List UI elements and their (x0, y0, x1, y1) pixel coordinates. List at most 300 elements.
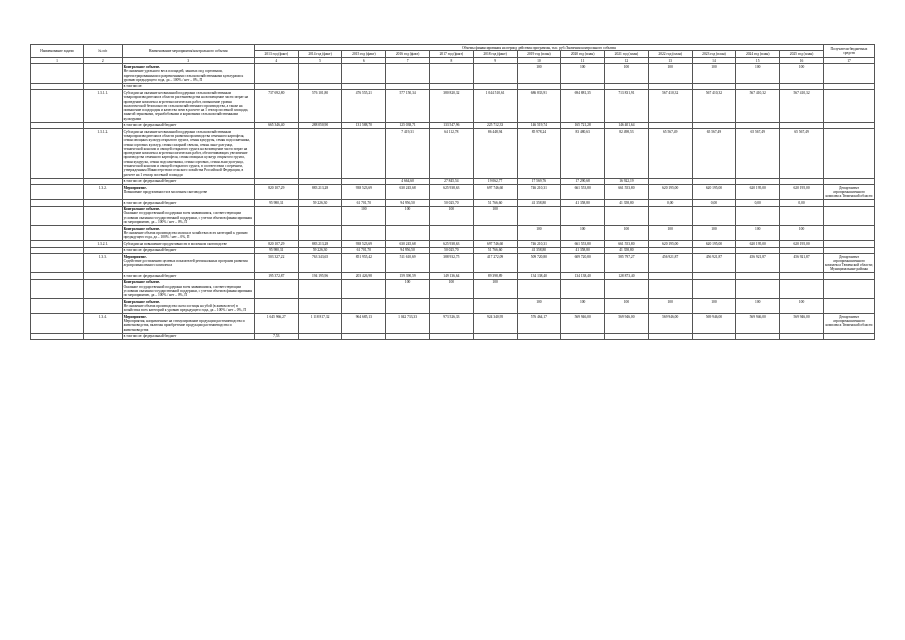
value-cell: 41 358,80 (561, 247, 605, 253)
value-cell: 16 922,19 (605, 178, 649, 184)
value-cell: 746 210,31 (517, 241, 561, 247)
value-cell: 100 (429, 279, 473, 298)
value-cell (473, 299, 517, 314)
column-number: 16 (780, 57, 824, 63)
task-cell (31, 314, 84, 333)
header-year: 2022 год (план) (648, 51, 692, 57)
event-text: в том числе: федеральный бюджет (122, 200, 254, 206)
column-number: 4 (254, 57, 298, 63)
event-text: Мероприятие. Мероприятия, направленные на стимулирование продукции растениеводства и животноводства, включая приобретение продукции растениеводства и животноводства (122, 314, 254, 333)
value-cell: 94 956,50 (386, 200, 430, 206)
value-cell: 100 (605, 299, 649, 314)
value-cell: 569 946,00 (605, 314, 649, 333)
value-cell (254, 279, 298, 298)
task-cell (31, 225, 84, 240)
value-cell: 17 569,76 (517, 178, 561, 184)
value-cell: 41 358,80 (605, 247, 649, 253)
value-cell: 149 136,64 (429, 273, 473, 279)
value-cell: 61 701,70 (342, 200, 386, 206)
value-cell (736, 333, 780, 339)
value-cell: 100 (780, 64, 824, 83)
value-cell: 456 921,87 (692, 253, 736, 272)
value-cell: 195 372,87 (254, 273, 298, 279)
value-cell (736, 279, 780, 298)
table-row (31, 206, 875, 225)
value-cell: 620 195,00 (780, 241, 824, 247)
row-number (83, 225, 122, 240)
row-number: 1.3.3. (83, 253, 122, 272)
header-task: Наименование задачи (31, 45, 84, 58)
value-cell: 41 358,80 (605, 200, 649, 206)
value-cell (517, 206, 561, 225)
value-cell (298, 225, 342, 240)
value-cell (429, 299, 473, 314)
value-cell (342, 279, 386, 298)
recipient-cell (824, 129, 875, 178)
value-cell: 569 946,00 (561, 314, 605, 333)
value-cell: 50 025,70 (429, 247, 473, 253)
value-cell (298, 333, 342, 339)
column-number: 13 (648, 57, 692, 63)
value-cell: 567 410,32 (692, 90, 736, 122)
task-cell (31, 64, 84, 83)
column-number: 15 (736, 57, 780, 63)
value-cell: 625 938,63 (429, 185, 473, 200)
value-cell (561, 206, 605, 225)
value-cell: 686 833,91 (517, 90, 561, 122)
value-cell (473, 225, 517, 240)
value-cell (517, 279, 561, 298)
table-row (31, 299, 875, 314)
value-cell: 225 712,33 (473, 122, 517, 128)
header-year: 2016 год (факт) (386, 51, 430, 57)
value-cell: 134 138,40 (517, 273, 561, 279)
value-cell: 100 (692, 299, 736, 314)
value-cell (605, 206, 649, 225)
value-cell: 851 955,42 (342, 253, 386, 272)
value-cell: 0,00 (692, 200, 736, 206)
value-cell: 100 (429, 206, 473, 225)
value-cell: 41 358,80 (517, 200, 561, 206)
header-year: 2018 год (факт) (473, 51, 517, 57)
column-number: 11 (561, 57, 605, 63)
value-cell: 17 290,68 (561, 178, 605, 184)
value-cell: 100 (736, 299, 780, 314)
value-cell: 100 (473, 206, 517, 225)
task-cell (31, 279, 84, 298)
recipient-cell: Департамент агропромышленного комплекса Тюменской области; Муниципальные районы (825, 254, 873, 272)
header-event: Наименование мероприятия/контрольного события (122, 45, 254, 58)
value-cell: 585 797,27 (605, 253, 649, 272)
value-cell: 476 555,21 (342, 90, 386, 122)
event-text: Контрольное событие. Оказание государственной поддержки всем заявившимся, соответствующим условиям оказания государственной поддержки, с учетом объемов финансирования по мероприятию, да – 100% / нет – 0%, П (122, 206, 254, 225)
value-cell: 133 547,96 (429, 122, 473, 128)
value-cell: 569 946,00 (780, 314, 824, 333)
value-cell: 64 112,78 (429, 129, 473, 178)
value-cell: 65 567,49 (648, 129, 692, 178)
value-cell: 100 (648, 299, 692, 314)
value-cell: 456 921,87 (736, 253, 780, 272)
value-cell: 194 195,96 (298, 273, 342, 279)
table-row (31, 314, 875, 333)
value-cell: 203 426,98 (342, 273, 386, 279)
row-number (83, 206, 122, 225)
value-cell: 509 720,80 (517, 253, 561, 272)
value-cell (342, 333, 386, 339)
value-cell: 1 044 510,61 (473, 90, 517, 122)
table-row (31, 185, 875, 200)
value-cell: 661 553,80 (605, 185, 649, 200)
value-cell: 820 107,29 (254, 185, 298, 200)
table-body (31, 64, 875, 340)
value-cell: 569 946,00 (648, 314, 692, 333)
value-cell (298, 129, 342, 178)
value-cell: 746 210,31 (517, 185, 561, 200)
value-cell: 577 150,34 (386, 90, 430, 122)
value-cell: 964 685,13 (342, 314, 386, 333)
value-cell: 620 195,00 (780, 185, 824, 200)
value-cell: 94 956,50 (386, 247, 430, 253)
value-cell (254, 299, 298, 314)
table-row (31, 64, 875, 83)
table-row (31, 129, 875, 178)
value-cell: 620 195,00 (692, 241, 736, 247)
value-cell: 95 980,31 (254, 200, 298, 206)
event-text: в том числе: федеральный бюджет (122, 273, 254, 279)
column-number: 5 (298, 57, 342, 63)
value-cell: 65 567,49 (780, 129, 824, 178)
value-cell: 456 921,87 (648, 253, 692, 272)
value-cell: 661 553,80 (561, 185, 605, 200)
value-cell (386, 64, 430, 83)
value-cell: 19 062,77 (473, 178, 517, 184)
value-cell: 89 398,89 (473, 273, 517, 279)
value-cell: 713 831,91 (605, 90, 649, 122)
value-cell: 569 946,00 (692, 314, 736, 333)
task-cell (31, 129, 84, 178)
event-text: в том числе: федеральный бюджет (122, 333, 254, 339)
task-cell (31, 206, 84, 225)
value-cell: 973 526,33 (429, 314, 473, 333)
value-cell: 694 881,35 (561, 90, 605, 122)
value-cell (342, 299, 386, 314)
column-number: 3 (122, 57, 254, 63)
value-cell: 620 195,00 (648, 241, 692, 247)
row-number (83, 64, 122, 83)
document-sheet (30, 44, 875, 340)
table-row (31, 253, 875, 272)
event-text: Контрольное событие. Оказание государственной поддержки всем заявившимся, соответствующим условиям оказания государственной поддержки, с учетом объемов финансирования по мероприятию, да – 100% / нет – 0%, П (122, 279, 254, 298)
task-cell (31, 185, 84, 200)
recipient-cell (824, 279, 875, 298)
row-number: 1.3.2.1. (83, 241, 122, 247)
value-cell: 125 038,71 (386, 122, 430, 128)
column-number: 12 (605, 57, 649, 63)
value-cell: 51 766,60 (473, 200, 517, 206)
event-text: Контрольное событие. Не снижение объема производства молока в хозяйствах всех категорий к уровню предыдущего года, да – 100% / нет – 0%, П (122, 225, 254, 240)
value-cell (386, 225, 430, 240)
value-cell: 83 480,63 (561, 129, 605, 178)
event-text: Мероприятие. Повышение продуктивности в молочном скотоводстве (122, 185, 254, 200)
recipient-cell (824, 64, 875, 83)
value-cell (386, 333, 430, 339)
row-number (83, 279, 122, 298)
value-cell: 128 873,40 (605, 273, 649, 279)
value-cell: 100 (648, 64, 692, 83)
value-cell: 100 (692, 64, 736, 83)
value-cell: 100 (517, 64, 561, 83)
column-number: 6 (342, 57, 386, 63)
table-row (31, 279, 875, 298)
value-cell (692, 333, 736, 339)
column-number: 8 (429, 57, 473, 63)
value-cell: 100 (386, 206, 430, 225)
event-text: в том числе: федеральный бюджет (122, 122, 254, 128)
value-cell: 625 938,63 (429, 241, 473, 247)
header-year: 2025 год (план) (780, 51, 824, 57)
value-cell (298, 64, 342, 83)
value-cell (429, 64, 473, 83)
recipient-cell (824, 90, 875, 122)
header-year: 2013 год (факт) (254, 51, 298, 57)
row-number: 1.3.1.1. (83, 90, 122, 122)
value-cell: 100 (517, 299, 561, 314)
column-number: 7 (386, 57, 430, 63)
row-number (83, 299, 122, 314)
row-number: 1.3.1.2. (83, 129, 122, 178)
value-cell (342, 225, 386, 240)
value-cell: 883 213,28 (298, 241, 342, 247)
value-cell: 100 (561, 64, 605, 83)
value-cell: 41 358,80 (517, 247, 561, 253)
value-cell: 388 932,75 (429, 253, 473, 272)
recipient-cell (824, 225, 875, 240)
value-cell: 0,00 (736, 200, 780, 206)
value-cell: 100 (780, 299, 824, 314)
value-cell: 100 (561, 299, 605, 314)
value-cell: 503 327,22 (254, 253, 298, 272)
value-cell (780, 206, 824, 225)
value-cell: 59 226,30 (298, 247, 342, 253)
value-cell: 567 410,32 (648, 90, 692, 122)
value-cell: 380 820,32 (429, 90, 473, 122)
recipient-cell (824, 206, 875, 225)
header-year: 2014 год (факт) (298, 51, 342, 57)
value-cell: 86 448,94 (473, 129, 517, 178)
value-cell: 65 567,49 (692, 129, 736, 178)
value-cell (517, 333, 561, 339)
column-number: 9 (473, 57, 517, 63)
value-cell (386, 299, 430, 314)
value-cell: 27 845,54 (429, 178, 473, 184)
header-recipients: Получатели бюджетных средств (824, 45, 875, 58)
header-funding-group: Объемы финансирования на период действия программы, тыс. руб./Значения контрольного события (254, 45, 823, 51)
value-cell (561, 279, 605, 298)
value-cell: 100 (780, 225, 824, 240)
value-cell (561, 333, 605, 339)
value-cell (342, 129, 386, 178)
value-cell: 100 (473, 279, 517, 298)
value-cell: 1 645 966,27 (254, 314, 298, 333)
header-year: 2015 год (факт) (342, 51, 386, 57)
value-cell: 697 746,60 (473, 241, 517, 247)
task-cell (31, 90, 84, 122)
column-number: 17 (824, 57, 875, 63)
value-cell: 59 226,30 (298, 200, 342, 206)
value-cell: 100 (692, 225, 736, 240)
value-cell (473, 333, 517, 339)
value-cell (780, 279, 824, 298)
value-cell (473, 64, 517, 83)
table-row (31, 225, 875, 240)
value-cell: 620 195,00 (648, 185, 692, 200)
task-cell (31, 333, 84, 339)
value-cell: 697 746,60 (473, 185, 517, 200)
value-cell: 85 978,24 (517, 129, 561, 178)
value-cell: 146 519,74 (517, 122, 561, 128)
column-number: 14 (692, 57, 736, 63)
header-number: № п/п (83, 45, 122, 58)
value-cell: 165 721,28 (561, 122, 605, 128)
value-cell: 4 664,60 (386, 178, 430, 184)
value-cell: 737 692,80 (254, 90, 298, 122)
value-cell (254, 225, 298, 240)
column-number: 10 (517, 57, 561, 63)
table-row (31, 333, 875, 339)
value-cell: 630 245,68 (386, 241, 430, 247)
header-year: 2023 год (план) (692, 51, 736, 57)
value-cell: 7 419,31 (386, 129, 430, 178)
value-cell: 100 (736, 64, 780, 83)
value-cell (648, 279, 692, 298)
header-year: 2021 год (план) (605, 51, 649, 57)
column-number: 1 (31, 57, 84, 63)
value-cell (648, 333, 692, 339)
program-table (30, 44, 875, 340)
event-text: Субсидии на повышение продуктивности в молочном скотоводстве (122, 241, 254, 247)
event-text: Субсидии на оказание несвязанной поддержки сельскохозяйственным товаропроизводителям в области растениеводства на возмещение части затрат на проведение комплекса агротехнологических работ, повышение уровня экологической безопасности сельскохозяйственного производства, а также на повышение плодородия и качества почв в расчете на 1 гектар посевной площади, занятой зерновыми, зернобобовыми и кормовыми сельскохозяйственными культурами (122, 90, 254, 122)
value-cell (692, 279, 736, 298)
value-cell: 661 553,80 (605, 241, 649, 247)
recipient-cell: Департамент агропромышленного комплекса Тюменской области (824, 185, 875, 200)
event-text: в том числе: федеральный бюджет (122, 247, 254, 253)
event-text: в том числе: федеральный бюджет (122, 178, 254, 184)
value-cell (736, 206, 780, 225)
header-year: 2017 год (факт) (429, 51, 473, 57)
value-cell: 288 050,90 (298, 122, 342, 128)
table-row (31, 90, 875, 122)
row-number (83, 333, 122, 339)
value-cell: 620 195,00 (692, 185, 736, 200)
value-cell: 61 701,70 (342, 247, 386, 253)
value-cell (342, 64, 386, 83)
column-number: 2 (83, 57, 122, 63)
value-cell: 95 980,31 (254, 247, 298, 253)
value-cell: 938 523,69 (342, 241, 386, 247)
value-cell (254, 129, 298, 178)
value-cell: 630 245,68 (386, 185, 430, 200)
value-cell: 134 138,40 (561, 273, 605, 279)
value-cell: 661 553,80 (561, 241, 605, 247)
row-number: 1.3.4. (83, 314, 122, 333)
value-cell: 7,53 (254, 333, 298, 339)
value-cell: 567 410,32 (780, 90, 824, 122)
value-cell: 883 213,28 (298, 185, 342, 200)
value-cell (429, 333, 473, 339)
value-cell: 569 946,00 (736, 314, 780, 333)
recipient-cell: Департамент агропромышленного комплекса Тюменской области (824, 314, 875, 333)
value-cell (692, 206, 736, 225)
value-cell: 763 343,65 (298, 253, 342, 272)
recipient-cell (824, 333, 875, 339)
value-cell: 100 (386, 279, 430, 298)
value-cell: 100 (648, 225, 692, 240)
value-cell: 609 720,80 (561, 253, 605, 272)
value-cell: 576 101,80 (298, 90, 342, 122)
value-cell (780, 333, 824, 339)
recipient-cell (824, 299, 875, 314)
task-cell (31, 253, 84, 272)
value-cell: 100 (342, 206, 386, 225)
value-cell (298, 279, 342, 298)
value-cell: 576 464,17 (517, 314, 561, 333)
value-cell (605, 333, 649, 339)
value-cell: 820 107,29 (254, 241, 298, 247)
value-cell: 665 346,40 (254, 122, 298, 128)
value-cell: 938 523,69 (342, 185, 386, 200)
value-cell: 924 340,95 (473, 314, 517, 333)
value-cell: 100 (561, 225, 605, 240)
value-cell: 41 358,80 (561, 200, 605, 206)
value-cell: 0,00 (648, 200, 692, 206)
value-cell (254, 206, 298, 225)
event-text: Мероприятие. Содействие достижению целевых показателей региональных программ развития агропромышленного комплекса (122, 253, 254, 272)
value-cell: 620 195,00 (736, 241, 780, 247)
value-cell: 100 (605, 64, 649, 83)
value-cell: 146 401,64 (605, 122, 649, 128)
value-cell: 0,00 (780, 200, 824, 206)
value-cell: 50 025,70 (429, 200, 473, 206)
value-cell: 159 390,59 (386, 273, 430, 279)
value-cell: 51 766,60 (473, 247, 517, 253)
value-cell: 417 272,09 (473, 253, 517, 272)
event-text: в том числе: (122, 83, 254, 89)
header-year: 2019 год (план) (517, 51, 561, 57)
header-year: 2024 год (план) (736, 51, 780, 57)
value-cell: 567 410,32 (736, 90, 780, 122)
value-cell (648, 206, 692, 225)
value-cell: 511 610,69 (386, 253, 430, 272)
event-text: Контрольное событие. Не снижение удельного веса площадей, занятых под сортовыми, зарегистрированными и разрешенными сельскохозяйственными культурами к уровню предыдущего года, да – 100% / нет – 0%, П (122, 64, 254, 83)
value-cell: 456 921,87 (780, 253, 824, 272)
value-cell (605, 279, 649, 298)
value-cell: 82 498,53 (605, 129, 649, 178)
value-cell: 1 118 817,32 (298, 314, 342, 333)
value-cell: 65 567,49 (736, 129, 780, 178)
value-cell (429, 225, 473, 240)
value-cell (298, 206, 342, 225)
value-cell (298, 299, 342, 314)
value-cell: 131 588,70 (342, 122, 386, 128)
value-cell: 1 042 733,33 (386, 314, 430, 333)
event-text: Субсидии на оказание несвязанной поддержки сельскохозяйственным товаропроизводителям в области развития производства семенного картофеля, семян овощных культур открытого грунта, семян кукурузы, семян подсолнечника, семян сорговых культур, семян сахарной свеклы, семян льна-долгунца, технической конопли и овощей открытого грунта на возмещение части затрат на проведение комплекса агротехнологических работ, обеспечивающих увеличение производства семенного картофеля, семян овощных культур открытого грунта, семян кукурузы, семян подсолнечника, семян сорговых, семян льна-долгунца, технической конопли и овощей открытого грунта, в соответствии с перечнем, утвержденным Министерством сельского хозяйства Российской Федерации, в расчете на 1 гектар посевной площади (122, 129, 254, 178)
value-cell: 100 (736, 225, 780, 240)
task-cell (31, 299, 84, 314)
value-cell: 100 (605, 225, 649, 240)
value-cell (254, 64, 298, 83)
header-year: 2020 год (план) (561, 51, 605, 57)
value-cell: 100 (517, 225, 561, 240)
